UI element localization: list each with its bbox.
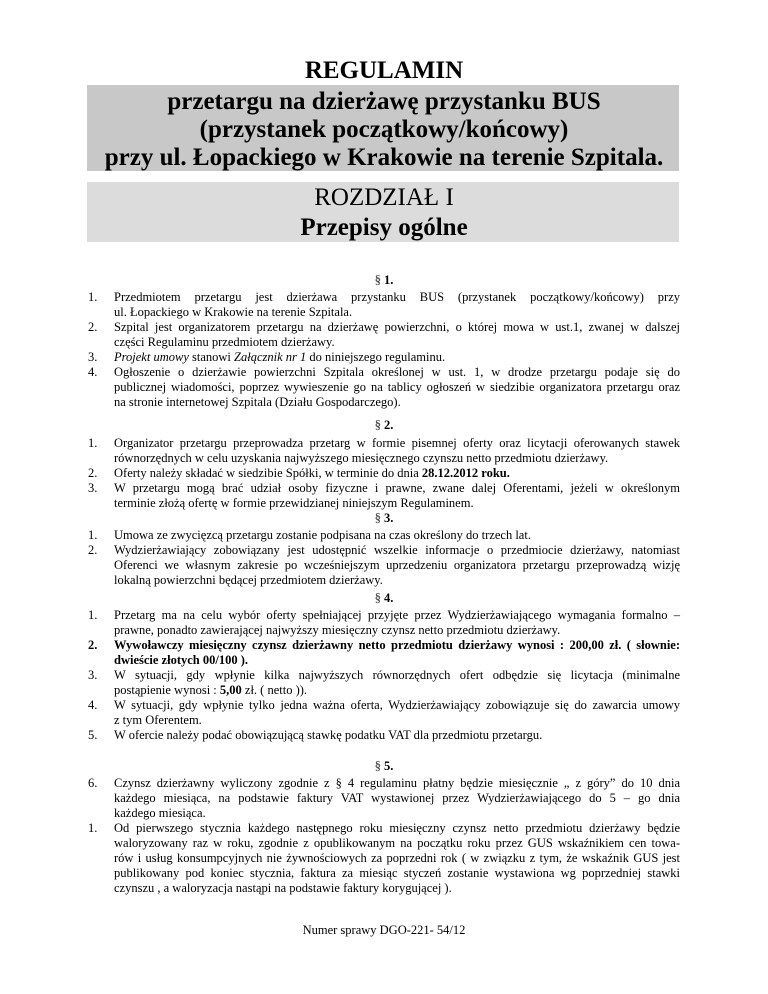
subtitle-line-1: przetargu na dzierżawę przystanku BUS: [167, 88, 601, 115]
paragraph-symbol: §: [374, 511, 381, 525]
item-number: 2.: [88, 320, 98, 334]
item-text-line: dwieście złotych 00/100 ).: [114, 653, 249, 667]
item-text-line: Szpital jest organizatorem przetargu na dzierżawę powierzchni, o której mowa w ust.1, zwanej w dalszej: [114, 320, 680, 334]
item-text-line: prawne, ponadto zawierającej najwyższy miesięczny czynsz netto przedmiotu dzierżawy.: [114, 623, 561, 637]
deadline-date: 28.12.2012 roku.: [421, 466, 510, 480]
item-text-line: W sytuacji, gdy wpłynie tylko jedna ważna oferta, Wydzierżawiający zobowiązuje się do zawarcia umowy: [114, 698, 680, 712]
item-number: 5.: [88, 728, 98, 742]
chapter-title: Przepisy ogólne: [300, 214, 468, 241]
item-number: 1.: [88, 608, 98, 622]
item-text-line: czynszu , a waloryzacja nastąpi na podstawie faktury korygującej ).: [114, 881, 452, 895]
paragraph-symbol: §: [374, 418, 381, 432]
section-number: 1.: [383, 273, 394, 287]
item-number: 3.: [88, 481, 98, 495]
item-text-line: terminie złożą ofertę w formie przewidzianej niniejszym Regulaminem.: [114, 496, 474, 510]
subtitle-line-2: (przystanek początkowy/końcowy): [199, 116, 569, 143]
item-text-line: Wydzierżawiający zobowiązany jest udostępnić wszelkie informacje o przedmiocie dzierżawy, natomiast: [114, 543, 680, 557]
item-text-italic: Projekt umowy: [114, 350, 189, 364]
item-text-line: lokalną powierzchni będącej przedmiotem dzierżawy.: [114, 573, 383, 587]
item-text-line: rów i usług konsumpcyjnych nie żywnościowych za poprzedni rok ( w związku z tym, że wskaźnik GUS jest: [114, 851, 680, 865]
item-text-line: publicznej wiadomości, poprzez wywieszenie go na tablicy ogłoszeń w siedzibie organizatora przetargu oraz: [114, 380, 680, 394]
item-text-line: publikowany pod koniec stycznia, faktura za miesiąc styczeń zostanie wystawiona wg poprzedniej stawki: [114, 866, 680, 880]
item-number: 4.: [88, 365, 98, 379]
case-number-footer: Numer sprawy DGO-221- 54/12: [302, 923, 466, 937]
item-text: zł. ( netto )).: [241, 683, 308, 697]
item-text: stanowi: [188, 350, 235, 364]
item-text-line: waloryzowany raz w roku, zgodnie z opublikowanym na początku roku przez GUS wskaźnikiem cen towa-: [114, 836, 680, 850]
section-heading-4: [0, 591, 768, 606]
item-text-line: Przedmiotem przetargu jest dzierżawa przystanku BUS (przystanek początkowy/końcowy) przy: [114, 290, 680, 304]
item-number: 1.: [88, 528, 98, 542]
item-number: 2.: [88, 638, 98, 652]
item-text-italic: Załącznik nr 1: [234, 350, 307, 364]
item-text-line: Organizator przetargu przeprowadza przetarg w formie pisemnej oferty oraz licytacji oferowanych stawek: [114, 436, 680, 450]
section-number: 2.: [383, 418, 394, 432]
item-text-line: z tym Oferentem.: [114, 713, 202, 727]
item-text-line: Oferenci we własnym zakresie po wcześniejszym uprzedzeniu organizatora przetargu przeprowadzą wizję: [114, 558, 680, 572]
section-heading-5: [0, 759, 768, 774]
section-heading-2: [0, 418, 768, 433]
section-number: 4.: [383, 591, 394, 605]
item-text: do niniejszego regulaminu.: [306, 350, 446, 364]
item-text-line: każdego miesiąca, na podstawie faktury VAT wystawionej przez Wydzierżawiającego do 5 – go dnia: [114, 791, 680, 805]
item-text-line: na stronie internetowej Szpitala (Działu Gospodarczego).: [114, 395, 401, 409]
item-number: 1.: [88, 290, 98, 304]
item-number: 2.: [88, 543, 98, 557]
item-text-line: W przetargu mogą brać udział osoby fizyczne i prawne, zwane dalej Oferentami, jeżeli w określonym: [114, 481, 680, 495]
item-text-line: Wywoławczy miesięczny czynsz dzierżawny netto przedmiotu dzierżawy wynosi : 200,00 zł. ( słownie:: [114, 638, 680, 652]
paragraph-symbol: §: [374, 759, 381, 773]
item-number: 1.: [88, 436, 98, 450]
item-text-line: Umowa ze zwycięzcą przetargu zostanie podpisana na czas określony do trzech lat.: [114, 528, 531, 542]
item-text-line: Od pierwszego stycznia każdego następnego roku miesięczny czynsz netto przedmiotu dzierżawy będzie: [114, 821, 680, 835]
chapter-number: ROZDZIAŁ I: [314, 184, 454, 211]
section-heading-3: [0, 511, 768, 526]
item-text-line: ul. Łopackiego w Krakowie na terenie Szpitala.: [114, 305, 353, 319]
item-text-line: równorzędnych w celu uzyskania najwyższego miesięcznego czynszu netto przedmiotu dzierżawy.: [114, 451, 609, 465]
paragraph-symbol: §: [374, 273, 381, 287]
item-number: 3.: [88, 350, 98, 364]
item-number: 3.: [88, 668, 98, 682]
document-title: REGULAMIN: [304, 57, 464, 84]
item-text-line: Ogłoszenie o dzierżawie powierzchni Szpitala określonej w ust. 1, w drodze przetargu podaje się do: [114, 365, 680, 379]
item-text-line: części Regulaminu przedmiotem dzierżawy.: [114, 335, 335, 349]
item-number: 2.: [88, 466, 98, 480]
item-text-line: każdego miesiąca.: [114, 806, 206, 820]
section-number: 3.: [383, 511, 394, 525]
paragraph-symbol: §: [374, 591, 381, 605]
item-text-line: W ofercie należy podać obowiązującą stawkę podatku VAT dla przedmiotu przetargu.: [114, 728, 543, 742]
item-text-line: W sytuacji, gdy wpłynie kilka najwyższych równorzędnych ofert odbędzie się licytacja (minimalne: [114, 668, 680, 682]
section-heading-1: [0, 273, 768, 288]
min-increment-value: 5,00: [219, 683, 242, 697]
item-number: 1.: [88, 821, 98, 835]
section-number: 5.: [383, 759, 394, 773]
item-text-line: Przetarg ma na celu wybór oferty spełniającej przyjęte przez Wydzierżawiającego wymagania formalno –: [114, 608, 680, 622]
item-text-line: Czynsz dzierżawny wyliczony zgodnie z § 4 regulaminu płatny będzie miesięcznie „ z góry” do 10 dnia: [114, 776, 680, 790]
item-text: postąpienie wynosi :: [114, 683, 220, 697]
item-number: 4.: [88, 698, 98, 712]
item-text: Oferty należy składać w siedzibie Spółki, w terminie do dnia: [114, 466, 422, 480]
subtitle-line-3: przy ul. Łopackiego w Krakowie na terenie Szpitala.: [104, 144, 664, 171]
item-number: 6.: [88, 776, 98, 790]
